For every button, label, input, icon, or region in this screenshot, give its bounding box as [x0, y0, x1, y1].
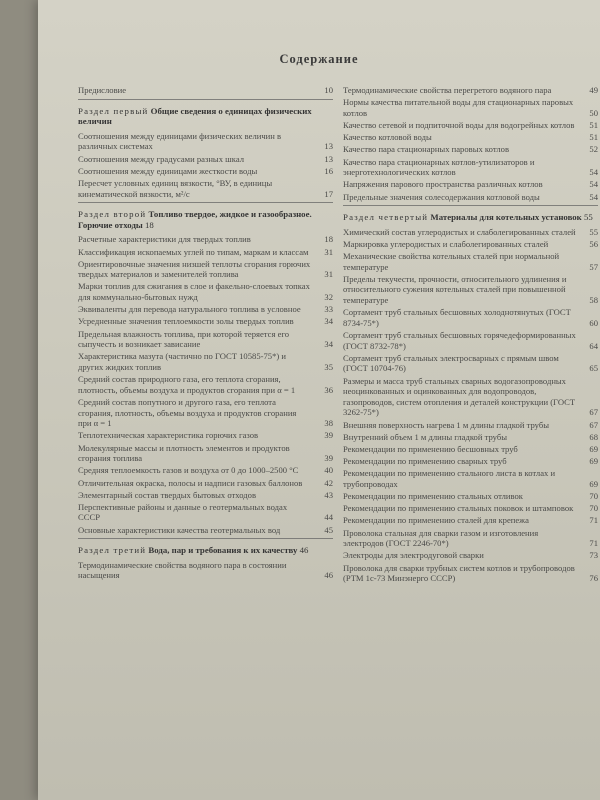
section-heading[interactable]: Раздел второй Топливо твердое, жидкое и газообразное. Горючие отходы 18 [78, 209, 312, 230]
toc-entry[interactable]: Нормы качества питательной воды для стационарных паровых котлов 50 [343, 97, 598, 118]
toc-entry[interactable]: Рекомендации по применению стальных отливок 70 [343, 491, 598, 502]
toc-entry[interactable]: Качество пара стационарных паровых котлов 52 [343, 144, 598, 155]
toc-entry[interactable]: Соотношения между единицами физических величин в различных системах 13 [78, 130, 333, 152]
section-divider [78, 99, 333, 100]
toc-entry[interactable]: Эквиваленты для перевода натурального топлива в условное 33 [78, 304, 333, 315]
toc-entry[interactable]: Молекулярные массы и плотность элементов и продуктов сгорания топлива 39 [78, 442, 333, 464]
page-title: Содержание [279, 52, 359, 66]
toc-entry[interactable]: Средний состав природного газа, его теплота сгорания, плотность, объемы воздуха и продуктов сгорания при α = 1 36 [78, 374, 333, 395]
section-heading[interactable]: Раздел четвертый Материалы для котельных установок 55 [343, 212, 593, 223]
toc-entry[interactable]: Термодинамические свойства перегретого водяного пара 49 [343, 85, 598, 95]
toc-entry[interactable]: Средний состав попутного и другого газа, его теплота сгорания, плотность, объемы воздуха и продуктов сгорания при α = 1 38 [78, 396, 333, 429]
book-page [38, 0, 600, 800]
toc-entry[interactable]: Предельные значения солесодержания котловой воды 54 [343, 191, 598, 202]
section-divider [78, 538, 333, 539]
toc-entry[interactable]: Элементарный состав твердых бытовых отходов 43 [78, 489, 333, 500]
toc-entry[interactable]: Предисловие 10 [78, 85, 333, 95]
toc-entry[interactable]: Ориентировочные значения низшей теплоты сгорания горючих твердых материалов и заменителей топлива 31 [78, 258, 333, 280]
toc-entry[interactable]: Сортамент труб стальных бесшовных горячедеформированных (ГОСТ 8732-78*) 64 [343, 330, 598, 351]
toc-entry[interactable]: Качество пара стационарных котлов-утилизаторов и энерготехнологических котлов 54 [343, 156, 598, 178]
section-heading[interactable]: Раздел третий Вода, пар и требования к их качеству 46 [78, 545, 309, 556]
toc-entry[interactable]: Проволока для сварки трубных систем котлов и трубопроводов (РТМ 1с-73 Минэнерго СССР) 76 [343, 562, 598, 584]
toc-entry[interactable]: Напряжения парового пространства различных котлов 54 [343, 179, 598, 190]
toc-entry[interactable]: Классификация ископаемых углей по типам, маркам и классам 31 [78, 246, 333, 257]
toc-entry[interactable]: Марки топлив для сжигания в слое и факельно-слоевых топках для коммунально-бытовых нужд 32 [78, 281, 333, 303]
toc-entry[interactable]: Соотношения между единицами жесткости воды 16 [78, 165, 333, 176]
toc-entry[interactable]: Рекомендации по применению стальных поковок и штамповок 70 [343, 503, 598, 514]
toc-entry[interactable]: Пределы текучести, прочности, относительного удлинения и относительного сужения котельных сталей при повышенной температуре 58 [343, 273, 598, 306]
toc-entry[interactable]: Расчетные характеристики для твердых топлив 18 [78, 234, 333, 245]
toc-entry[interactable]: Соотношения между градусами разных шкал 13 [78, 153, 333, 164]
toc-entry[interactable]: Сортамент труб стальных бесшовных холоднотянутых (ГОСТ 8734-75*) 60 [343, 307, 598, 328]
toc-entry[interactable]: Теплотехническая характеристика горючих газов 39 [78, 430, 333, 441]
section-divider [78, 202, 333, 203]
toc-entry[interactable]: Механические свойства котельных сталей при нормальной температуре 57 [343, 251, 598, 272]
toc-entry[interactable]: Маркировка углеродистых и слаболегированных сталей 56 [343, 238, 598, 249]
section-heading[interactable]: Раздел первый Общие сведения о единицах физических величин [78, 105, 312, 127]
toc-entry[interactable]: Основные характеристики качества геотермальных вод 45 [78, 524, 333, 535]
toc-entry[interactable]: Рекомендации по применению сварных труб 69 [343, 456, 598, 467]
toc-entry[interactable]: Термодинамические свойства водяного пара в состоянии насыщения 46 [78, 559, 333, 581]
toc-entry[interactable]: Перспективные районы и данные о геотермальных водах СССР 44 [78, 501, 333, 523]
toc-entry[interactable]: Рекомендации по применению сталей для крепежа 71 [343, 515, 598, 526]
toc-entry[interactable]: Размеры и масса труб стальных сварных водогазопроводных неоцинкованных и оцинкованных для водопроводов, газопроводов, систем отопления и деталей конструкции (ГОСТ 3262-75*) 67 [343, 375, 598, 418]
toc-entry[interactable]: Электроды для электродуговой сварки 73 [343, 550, 598, 561]
toc-entry[interactable]: Внешняя поверхность нагрева 1 м длины гладкой трубы 67 [343, 419, 598, 430]
toc-entry[interactable]: Усредненные значения теплоемкости золы твердых топлив 34 [78, 316, 333, 327]
toc-entry[interactable]: Качество сетевой и подпиточной воды для водогрейных котлов 51 [343, 119, 598, 130]
toc-entry[interactable]: Рекомендации по применению стального листа в котлах и трубопроводах 69 [343, 468, 598, 489]
section-divider [343, 205, 598, 206]
toc-entry[interactable]: Отличительная окраска, полосы и надписи газовых баллонов 42 [78, 477, 333, 488]
toc-entry[interactable]: Пересчет условных единиц вязкости, °ВУ, в единицы кинематической вязкости, м²/с 17 [78, 177, 333, 199]
toc-entry[interactable]: Рекомендации по применению бесшовных труб 69 [343, 443, 598, 454]
toc-entry[interactable]: Внутренний объем 1 м длины гладкой трубы 68 [343, 431, 598, 442]
toc-entry[interactable]: Предельная влажность топлива, при которой теряется его сыпучесть и возникает зависание 34 [78, 328, 333, 350]
toc-entry[interactable]: Химический состав углеродистых и слаболегированных сталей 55 [343, 226, 598, 237]
toc-entry[interactable]: Средняя теплоемкость газов и воздуха от 0 до 1000–2500 °С 40 [78, 465, 333, 476]
toc-right-column [343, 85, 598, 585]
toc-entry[interactable]: Проволока стальная для сварки газом и изготовления электродов (ГОСТ 2246-70*) 71 [343, 527, 598, 549]
toc-entry[interactable]: Характеристика мазута (частично по ГОСТ 10585-75*) и других жидких топлив 35 [78, 351, 333, 372]
toc-entry[interactable]: Качество котловой воды 51 [343, 132, 598, 143]
toc-entry[interactable]: Сортамент труб стальных электросварных с прямым швом (ГОСТ 10704-76) 65 [343, 352, 598, 374]
toc-left-column [78, 85, 333, 583]
